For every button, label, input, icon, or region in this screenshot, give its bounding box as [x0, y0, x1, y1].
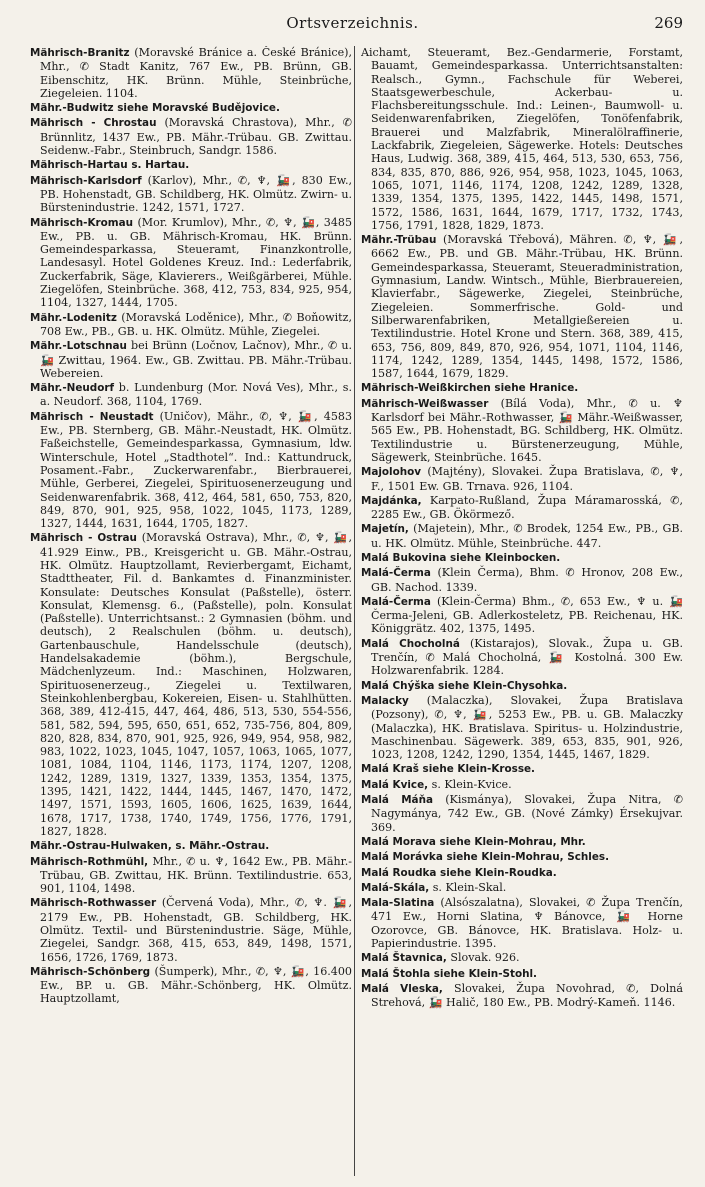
entry-text: bei Brünn (Ločnov, Lačnov), Mhr., ✆ u. 🚂 Zwittau, 1964. Ew., GB. Zwittau. PB. Mähr.-Trübau. Webereien.: [40, 339, 352, 380]
entry-text: (Moravská Třebová), Mähren. ✆, ♆, 🚂, 6662 Ew., PB. und GB. Mähr.-Trübau, HK. Brünn. Gemeindesparkassa, Steueramt, Steueradministration, Gymnasium, Landw. Wintsch., Mühle, Bierbrauereien, Klavierfabr., Sägewerke, Ziegelei, Steinbrüche, Ziegeleien. Sommerfrische. Gold- und Silberwarenfabriken, Metallgießereien u. Textilindustrie. Hotel Krone und Stern. 368, 389, 415, 653, 756, 809, 849, 870, 926, 954, 1071, 1104, 1146, 1174, 1242, 1289, 1354, 1445, 1498, 1572, 1586, 1587, 1644, 1679, 1829.: [371, 233, 683, 381]
entry-headword: Malá Chýška siehe Klein-Chysohka.: [361, 679, 568, 692]
entry-text: (Karlov), Mhr., ✆, ♆, 🚂, 830 Ew., PB. Hohenstadt, GB. Schildberg, HK. Olmütz. Zwirn- u. Bürstenindustrie. 1242, 1571, 1727.: [40, 173, 352, 215]
entry-headword: Mährisch-Rothmühl,: [30, 855, 149, 868]
entry-headword: Malá Štohla siehe Klein-Stohl.: [361, 967, 538, 980]
entry-text: (Moravská Ostrava), Mhr., ✆, ♆, 🚂, 41.929 Einw., PB., Kreisgericht u. GB. Mähr.-Ostrau, HK. Olmütz. Hauptzollamt, Revierbergamt, Eichamt, Stadttheater, Fil. d. Bankamtes d. Finanzminister. Konsulate: Deutsches Konsulat (Paßstelle), österr. Konsulat, Klemensg. 6., (Paßstelle), poln. Konsulat (Paßstelle). Unterrichtsanst.: 2 Gymnasien (böhm. und deutsch), 2 Realschulen (böhm. u. deutsch), Gartenbauschule, Handelsschule (deutsch), Handelsakademie (böhm.), Bergschule, Mädchenlyzeum. Ind.: Maschinen, Holzwaren, Spirituosenerzeug., Ziegelei u. Textilwaren, Steinkohlenbergbau, Kokereien, Eisen- u. Stahlhütten. 368, 389, 412-415, 447, 464, 486, 513, 530, 554-556, 581, 582, 594, 595, 650, 651, 652, 735-756, 804, 809, 820, 828, 834, 870, 901, 925, 926, 949, 954, 958, 982, 983, 1022, 1023, 1045, 1047, 1057, 1063, 1065, 1077, 1081, 1084, 1104, 1146, 1173, 1174, 1207, 1208, 1242, 1289, 1319, 1327, 1339, 1353, 1354, 1375, 1395, 1421, 1422, 1444, 1445, 1467, 1470, 1472, 1497, 1571, 1593, 1605, 1606, 1625, 1639, 1644, 1678, 1717, 1738, 1740, 1749, 1756, 1776, 1791, 1827, 1828.: [40, 531, 352, 838]
gazetteer-entry: [30, 839, 352, 853]
gazetteer-entry: [361, 551, 683, 565]
entry-headword: Mala-Slatina: [361, 897, 435, 910]
entry-text: (Klein Čerma), Bhm. ✆ Hronov, 208 Ew., GB. Nachod. 1339.: [371, 566, 683, 594]
gazetteer-entry: [361, 46, 683, 232]
entry-text: (Kismánya), Slovakei, Župa Nitra, ✆ Nagymánya, 742 Ew., GB. (Nové Zámky) Érsekujvar. 369.: [371, 793, 683, 834]
gazetteer-entry: [30, 158, 352, 172]
gazetteer-entry: [30, 531, 352, 838]
entry-headword: Mähr.-Neudorf: [30, 382, 115, 395]
gazetteer-entry: [30, 116, 352, 157]
gazetteer-entry: [361, 637, 683, 678]
entry-text: (Moravské Bránice a. České Bránice), Mhr., ✆ Stadt Kanitz, 767 Ew., PB. Brünn, GB. Eibenschitz, HK. Brünn. Mühle, Steinbrüche, Ziegeleien. 1104.: [40, 46, 352, 100]
entry-text: Karpato-Rußland, Župa Máramarosská, ✆, 2285 Ew., GB. Ökörmező.: [371, 493, 683, 522]
entry-text: (Klein-Čerma) Bhm., ✆, 653 Ew., ♆ u. 🚂 Čerma-Jeleni, GB. Adlerkosteletz, PB. Reichenau, HK. Königgrätz. 402, 1375, 1495.: [371, 594, 683, 636]
gazetteer-entry: [361, 866, 683, 880]
entry-headword: Malá Roudka siehe Klein-Roudka.: [361, 866, 557, 879]
gazetteer-entry: [361, 951, 683, 965]
gazetteer-entry: [361, 381, 683, 395]
entry-text: s. Klein-Kvice.: [431, 777, 512, 791]
left-column: [30, 46, 352, 1176]
entry-headword: Malá Chocholná: [361, 637, 460, 650]
gazetteer-entry: [361, 835, 683, 849]
entry-text: (Majetein), Mhr., ✆ Brodek, 1254 Ew., PB., GB. u. HK. Olmütz. Mühle, Steinbrüche. 447.: [371, 522, 683, 550]
entry-headword: Mährisch-Schönberg: [30, 965, 151, 978]
entry-headword: Mährisch-Rothwasser: [30, 897, 157, 910]
entry-headword: Mähr.-Lotschnau: [30, 340, 127, 353]
entry-text: (Bílá Voda), Mhr., ✆ u. ♆ Karlsdorf bei Mähr.-Rothwasser, 🚂 Mähr.-Weißwasser, 565 Ew., PB. Hohenstadt, BG. Schildberg, HK. Olmütz. Textilindustrie u. Bürstenerzeugung, Mühle, Sägewerk, Steinbrüche. 1645.: [371, 396, 683, 464]
entry-headword: Malacky: [361, 694, 409, 707]
entry-headword: Malá Morávka siehe Klein-Mohrau, Schles.: [361, 851, 610, 864]
gazetteer-entry: [361, 896, 683, 950]
gazetteer-entry: [361, 679, 683, 693]
gazetteer-entry: [30, 381, 352, 409]
entry-text: (Alsószalatna), Slovakei, ✆ Župa Trenčín, 471 Ew., Horni Slatina, ♆ Bánovce, 🚂 Horne Ozorovce, GB. Bánovce, HK. Bratislava. Holz- u. Papierindustrie. 1395.: [371, 896, 683, 950]
gazetteer-entry: [30, 216, 352, 310]
entry-headword: Mähr.-Trübau: [361, 234, 437, 247]
gazetteer-entry: [361, 762, 683, 776]
entry-text: (Moravská Chrastova), Mhr., ✆ Brünnlitz, 1437 Ew., PB. Mähr.-Trübau. GB. Zwittau. Seidenw.-Fabr., Steinbruch, Sandgr. 1586.: [40, 116, 352, 158]
entry-headword: Mährisch-Karlsdorf: [30, 174, 142, 187]
entry-headword: Malá-Skála,: [361, 881, 430, 894]
entry-headword: Malá-Čerma: [361, 567, 431, 580]
entry-text: (Kistarajos), Slovak., Župa u. GB. Trenčín, ✆ Malá Chocholná, 🚂 Kostolná. 300 Ew. Holzwarenfabrik. 1284.: [371, 636, 683, 678]
entry-text: b. Lundenburg (Mor. Nová Ves), Mhr., s. a. Neudorf. 368, 1104, 1769.: [40, 381, 352, 409]
gazetteer-entry: [361, 494, 683, 522]
gazetteer-entry: [361, 793, 683, 834]
gazetteer-entry: [361, 566, 683, 594]
gazetteer-entry: [361, 595, 683, 636]
entry-headword: Mähr.-Lodenitz: [30, 311, 117, 324]
gazetteer-entry: [361, 967, 683, 981]
gazetteer-entry: [30, 410, 352, 531]
entry-text: (Majtény), Slovakei. Župa Bratislava, ✆, ♆, F., 1501 Ew. GB. Trnava. 926, 1104.: [371, 465, 683, 493]
entry-headword: Malá Morava siehe Klein-Mohrau, Mhr.: [361, 835, 586, 848]
gazetteer-entry: [30, 339, 352, 380]
entry-headword: Mähr.-Ostrau-Hulwaken, s. Mähr.-Ostrau.: [30, 840, 270, 853]
entry-headword: Majolohov: [361, 466, 422, 479]
page-number: 269: [654, 14, 683, 32]
entry-headword: Mährisch - Chrostau: [30, 117, 157, 130]
entry-text: (Červená Voda), Mhr., ✆, ♆. 🚂, 2179 Ew., PB. Hohenstadt, GB. Schildberg, HK. Olmütz. Textil- und Bürstenindustrie. Säge, Mühle, Ziegelei, Sandgr. 368, 415, 653, 849, 1498, 1571, 1656, 1726, 1769, 1873.: [40, 896, 352, 964]
entry-headword: Mährisch-Branitz: [30, 47, 130, 59]
entry-text: (Uničov), Mähr., ✆, ♆, 🚂, 4583 Ew., PB. Sternberg, GB. Mähr.-Neustadt, HK. Olmütz. Faßeichstelle, Gemeindesparkassa, Gymnasium, ldw. Winterschule, Hotel „Stadthotel“. Ind.: Kattundruck, Posament.-Fabr., Zuckerwarenfabr., Bierbrauerei, Mühle, Gerberei, Ziegelei, Spirituosenerzeugung und Seidenwarenfabrik. 368, 412, 464, 581, 650, 753, 820, 849, 870, 901, 925, 958, 1022, 1045, 1173, 1289, 1327, 1444, 1631, 1644, 1705, 1827.: [40, 409, 352, 531]
gazetteer-entry: [30, 174, 352, 215]
gazetteer-entry: [361, 465, 683, 493]
gazetteer-entry: [30, 311, 352, 339]
entry-headword: Malá Máňa: [361, 794, 433, 807]
entry-headword: Mährisch - Neustadt: [30, 410, 154, 423]
gazetteer-entry: [361, 778, 683, 792]
entry-headword: Malá-Čerma: [361, 595, 431, 608]
entry-text: Mhr., ✆ u. ♆, 1642 Ew., PB. Mähr.-Trübau, GB. Zwittau, HK. Brünn. Textilindustrie. 653, 901, 1104, 1498.: [40, 854, 352, 896]
entry-headword: Mährisch-Kromau: [30, 216, 134, 229]
column-divider: [354, 46, 355, 1176]
gazetteer-entry: [30, 965, 352, 1006]
gazetteer-entry: [361, 233, 683, 380]
gazetteer-entry: [361, 881, 683, 895]
page-title: Ortsverzeichnis.: [286, 14, 419, 32]
gazetteer-entry: [30, 46, 352, 100]
entry-text: (Šumperk), Mhr., ✆, ♆, 🚂, 16.400 Ew., BP. u. GB. Mähr.-Schönberg, HK. Olmütz. Hauptzollamt,: [40, 964, 352, 1006]
gazetteer-entry: [361, 850, 683, 864]
entry-text: (Malaczka), Slovakei, Župa Bratislava (Pozsony), ✆, ♆, 🚂, 5253 Ew., PB. u. GB. Malaczky (Malaczka), HK. Bratislava. Spiritus- u. Holzindustrie, Maschinenbau. Sägewerk. 389, 653, 835, 901, 926, 1023, 1208, 1242, 1290, 1354, 1445, 1467, 1829.: [371, 693, 683, 762]
right-column: [361, 46, 683, 1176]
gazetteer-entry: [30, 101, 352, 115]
entry-text: (Moravská Loděnice), Mhr., ✆ Boňowitz, 708 Ew., PB., GB. u. HK. Olmütz. Mühle, Ziegelei.: [40, 310, 352, 338]
gazetteer-entry: [361, 982, 683, 1010]
page-header: [0, 8, 705, 34]
gazetteer-entry: [361, 397, 683, 464]
entry-headword: Malá Kraš siehe Klein-Krosse.: [361, 763, 535, 776]
entry-headword: Mährisch - Ostrau: [30, 532, 137, 545]
gazetteer-entry: [30, 855, 352, 896]
entry-text: (Mor. Krumlov), Mhr., ✆, ♆, 🚂, 3485 Ew., PB. u. GB. Mährisch-Kromau, HK. Brünn. Gemeindesparkassa, Steueramt, Finanzkontrolle, Landesasyl. Hotel Goldenes Kreuz. Ind.: Lederfabrik, Zuckerfabrik, Säge, Klavierers., Weißgärberei, Mühle. Ziegelöfen, Steinbrüche. 368, 412, 753, 834, 925, 954, 1104, 1327, 1444, 1705.: [40, 215, 352, 310]
gazetteer-entry: [361, 694, 683, 761]
entry-text: s. Klein-Skal.: [432, 880, 507, 894]
entry-headword: Malá Bukovina siehe Kleinbocken.: [361, 551, 561, 564]
entry-headword: Mährisch-Weißwasser: [361, 397, 489, 410]
entry-headword: Malá Vleska,: [361, 982, 443, 995]
gazetteer-entry: [361, 522, 683, 550]
entry-headword: Majetín,: [361, 523, 409, 536]
entry-headword: Malá Štavnica,: [361, 952, 447, 965]
entry-headword: Majdánka,: [361, 494, 422, 507]
entry-text: Slovakei, Župa Novohrad, ✆, Dolná Strehová, 🚂 Halič, 180 Ew., PB. Modrý-Kameň. 1146.: [371, 981, 683, 1010]
entry-headword: Malá Kvice,: [361, 778, 429, 791]
entry-headword: Mährisch-Weißkirchen siehe Hranice.: [361, 382, 579, 395]
gazetteer-entry: [30, 896, 352, 963]
entry-text: Slovak. 926.: [450, 951, 520, 965]
entry-headword: Mährisch-Hartau s. Hartau.: [30, 159, 190, 172]
entry-headword: Mähr.-Budwitz siehe Moravské Budějovice.: [30, 102, 280, 115]
entry-text: Aichamt, Steueramt, Bez.-Gendarmerie, Forstamt, Bauamt, Gemeindesparkassa. Unterrichtsanstalten: Realsch., Gymn., Fachschule für Weberei, Staatsgewerbeschule, Ackerbau- u. Flachsbereitungsschule. Ind.: Leinen-, Baumwoll- u. Seidenwarenfabriken, Ziegelöfen, Tonöfenfabrik, Brauerei und Malzfabrik, Mineralölraffinerie, Lackfabrik, Ziegeleien, Sägewerke. Hotels: Deutsches Haus, Ludwig. 368, 389, 415, 464, 513, 530, 653, 756, 834, 835, 870, 886, 926, 954, 958, 1023, 1045, 1063, 1065, 1071, 1146, 1174, 1208, 1242, 1289, 1328, 1339, 1354, 1375, 1395, 1422, 1445, 1498, 1571, 1572, 1586, 1631, 1644, 1679, 1717, 1732, 1743, 1756, 1791, 1828, 1829, 1873.: [361, 46, 683, 232]
